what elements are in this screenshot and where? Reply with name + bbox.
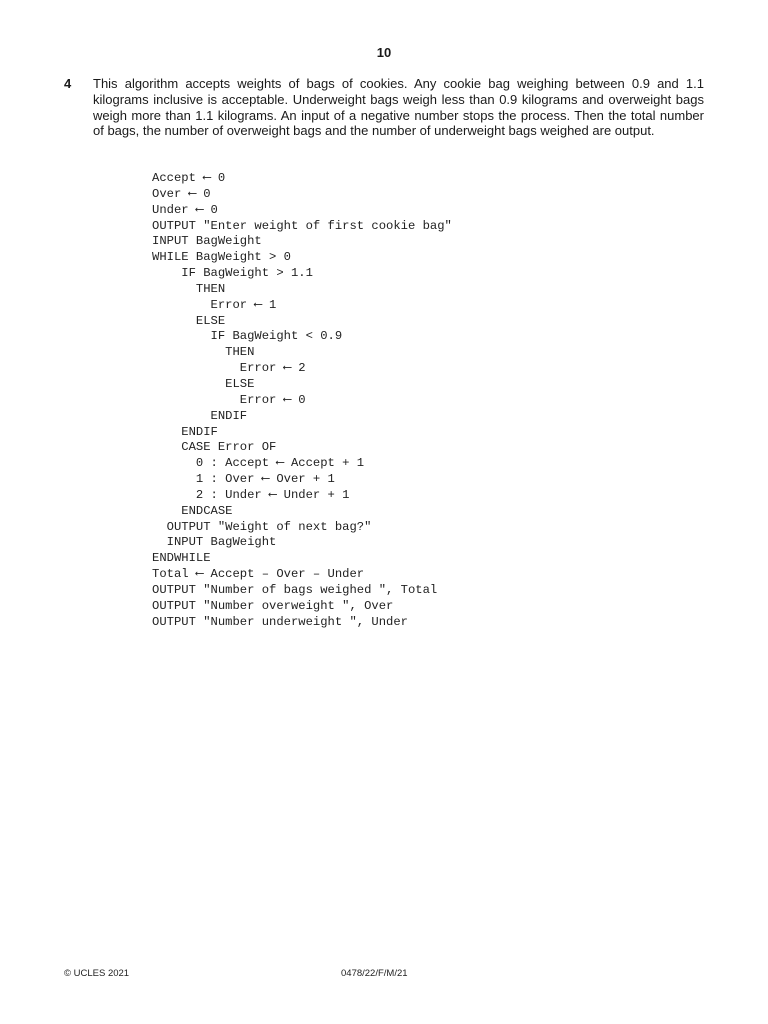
code-line: ENDIF bbox=[152, 408, 248, 423]
code-line: OUTPUT "Number of bags weighed ", Total bbox=[152, 582, 438, 597]
code-line: Error ⟵ 2 bbox=[152, 361, 306, 376]
code-line: Accept ⟵ 0 bbox=[152, 171, 226, 185]
question-text: This algorithm accepts weights of bags of cookies. Any cookie bag weighing between 0.9 and 1.1 kilograms inclusive is acceptable. Underweight bags weigh less than 0.9 kilograms and overweight bags weigh more than 1.1 kilograms. An input of a negative number stops the process. Then the total number of bags, the number of overweight bags and the number of underweight bags weighed are output. bbox=[93, 76, 704, 139]
footer-copyright: © UCLES 2021 bbox=[64, 968, 130, 979]
code-line: 0 : Accept ⟵ Accept + 1 bbox=[152, 456, 365, 471]
code-line: CASE Error OF bbox=[152, 440, 277, 455]
code-line: Total ⟵ Accept – Over – Under bbox=[152, 567, 365, 582]
code-line: OUTPUT "Number overweight ", Over bbox=[152, 598, 394, 613]
code-line: IF BagWeight > 1.1 bbox=[152, 266, 313, 281]
page-number: 10 bbox=[376, 45, 392, 60]
pseudocode-block bbox=[152, 171, 452, 630]
code-line: OUTPUT "Number underweight ", Under bbox=[152, 614, 408, 629]
code-line: THEN bbox=[152, 281, 226, 296]
question-number: 4 bbox=[64, 76, 72, 91]
code-line: 2 : Under ⟵ Under + 1 bbox=[152, 487, 350, 502]
code-line: ELSE bbox=[152, 376, 255, 391]
code-line: INPUT BagWeight bbox=[152, 535, 277, 550]
code-line: Over ⟵ 0 bbox=[152, 186, 211, 201]
code-line: INPUT BagWeight bbox=[152, 234, 262, 249]
code-line: ENDWHILE bbox=[152, 551, 211, 566]
code-line: ENDCASE bbox=[152, 503, 233, 518]
code-line: WHILE BagWeight > 0 bbox=[152, 250, 291, 265]
code-line: 1 : Over ⟵ Over + 1 bbox=[152, 472, 335, 487]
code-line: ENDIF bbox=[152, 424, 218, 439]
code-line: Error ⟵ 1 bbox=[152, 297, 277, 312]
code-line: Error ⟵ 0 bbox=[152, 392, 306, 407]
code-line: OUTPUT "Weight of next bag?" bbox=[152, 519, 372, 534]
code-line: THEN bbox=[152, 345, 255, 360]
code-line: OUTPUT "Enter weight of first cookie bag" bbox=[152, 218, 452, 233]
footer-paper-code: 0478/22/F/M/21 bbox=[341, 968, 408, 979]
code-line: ELSE bbox=[152, 313, 226, 328]
code-line: Under ⟵ 0 bbox=[152, 202, 218, 217]
code-line: IF BagWeight < 0.9 bbox=[152, 329, 343, 344]
